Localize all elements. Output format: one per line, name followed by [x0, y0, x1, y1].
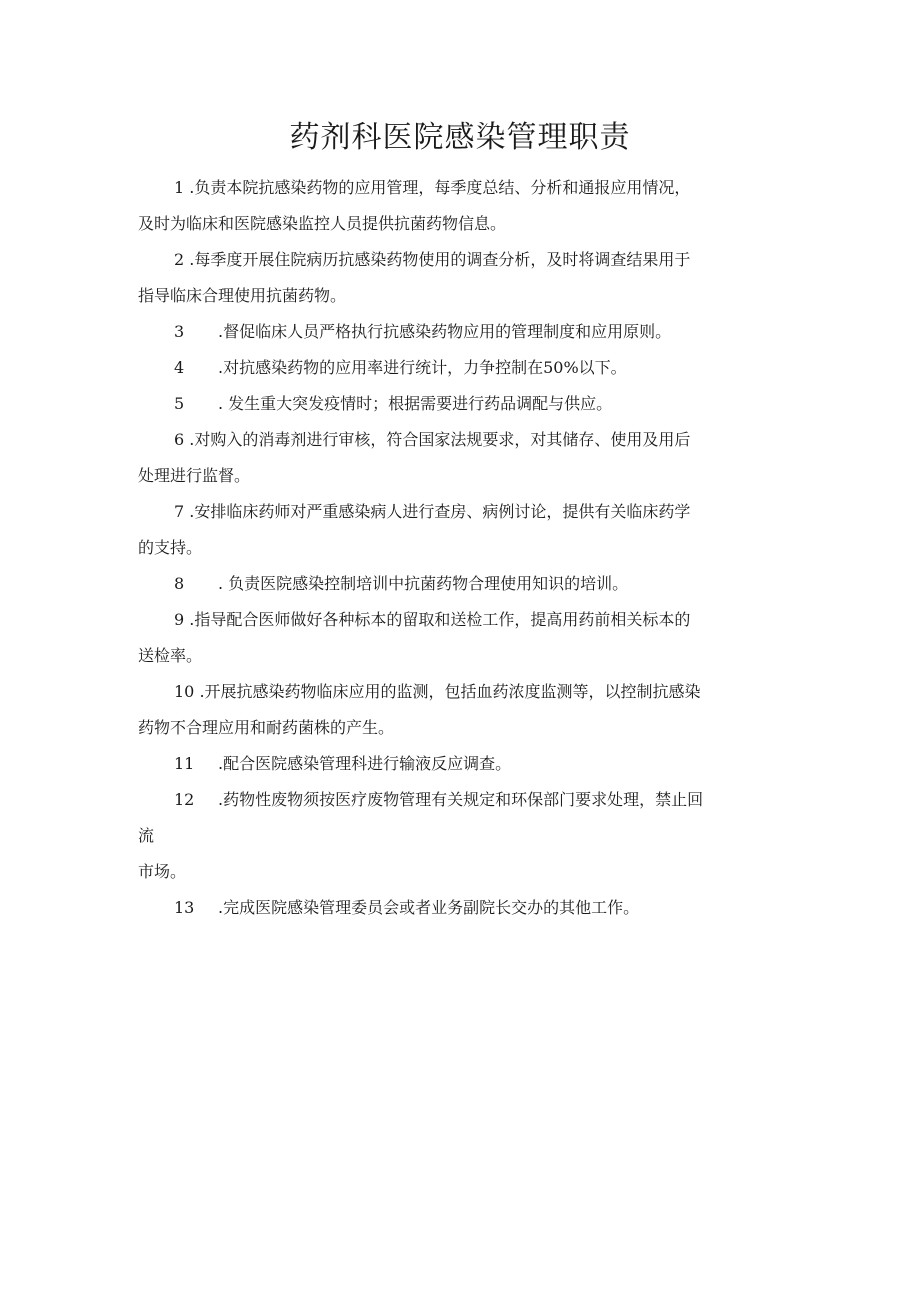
- duty-item: [138, 422, 784, 494]
- duty-item-text: .配合医院感染管理科进行输液反应调查。: [218, 754, 512, 773]
- duty-item-number: 7: [174, 502, 185, 521]
- duty-item-continuation: 送检率。: [138, 646, 203, 665]
- duty-item: [138, 890, 784, 926]
- duty-item: [138, 746, 784, 782]
- document-title: 药剂科医院感染管理职责: [289, 120, 631, 155]
- duty-item: [138, 242, 784, 314]
- duty-item: [138, 566, 784, 602]
- duty-item-text: .每季度开展住院病历抗感染药物使用的调查分析，及时将调查结果用于: [184, 250, 691, 269]
- duty-item-text: .督促临床人员严格执行抗感染药物应用的管理制度和应用原则。: [218, 322, 672, 341]
- duty-item-number: 4: [174, 358, 185, 377]
- duty-item-continuation: 流: [138, 826, 155, 845]
- duty-item: [138, 386, 784, 422]
- duty-item-continuation: 药物不合理应用和耐药菌株的产生。: [138, 718, 395, 737]
- duty-item-text: .开展抗感染药物临床应用的监测，包括血药浓度监测等，以控制抗感染: [194, 682, 701, 701]
- duty-item-text: .对抗感染药物的应用率进行统计，力争控制在50%以下。: [218, 358, 627, 377]
- duty-list: [138, 170, 784, 926]
- duty-item-number: 13: [174, 898, 195, 917]
- duty-item-number: 1: [174, 178, 185, 197]
- duty-item: [138, 782, 784, 890]
- duty-item-text: . 发生重大突发疫情时；根据需要进行药品调配与供应。: [218, 394, 613, 413]
- duty-item-number: 6: [174, 430, 185, 449]
- duty-item-continuation: 处理进行监督。: [138, 466, 251, 485]
- duty-item-number: 12: [174, 790, 195, 809]
- duty-item-number: 8: [174, 574, 185, 593]
- duty-item-text: .指导配合医师做好各种标本的留取和送检工作，提高用药前相关标本的: [184, 610, 691, 629]
- duty-item-text: .负责本院抗感染药物的应用管理，每季度总结、分析和通报应用情况，: [184, 178, 691, 197]
- duty-item-continuation: 指导临床合理使用抗菌药物。: [138, 286, 347, 305]
- duty-item-number: 5: [174, 394, 185, 413]
- duty-item: [138, 674, 784, 746]
- duty-item-text: .安排临床药师对严重感染病人进行查房、病例讨论，提供有关临床药学: [184, 502, 691, 521]
- duty-item-continuation: 及时为临床和医院感染监控人员提供抗菌药物信息。: [138, 214, 507, 233]
- duty-item-number: 3: [174, 322, 185, 341]
- duty-item: [138, 170, 784, 242]
- duty-item-continuation: 市场。: [138, 862, 187, 881]
- duty-item-number: 11: [174, 754, 195, 773]
- duty-item-text: .药物性废物须按医疗废物管理有关规定和环保部门要求处理，禁止回: [218, 790, 704, 809]
- duty-item: [138, 494, 784, 566]
- duty-item-number: 10: [174, 682, 195, 701]
- duty-item-text: .对购入的消毒剂进行审核，符合国家法规要求，对其储存、使用及用后: [184, 430, 691, 449]
- duty-item: [138, 350, 784, 386]
- duty-item: [138, 602, 784, 674]
- duty-item-text: . 负责医院感染控制培训中抗菌药物合理使用知识的培训。: [218, 574, 629, 593]
- duty-item-text: .完成医院感染管理委员会或者业务副院长交办的其他工作。: [218, 898, 640, 917]
- duty-item-continuation: 的支持。: [138, 538, 203, 557]
- duty-item: [138, 314, 784, 350]
- duty-item-number: 9: [174, 610, 185, 629]
- duty-item-number: 2: [174, 250, 185, 269]
